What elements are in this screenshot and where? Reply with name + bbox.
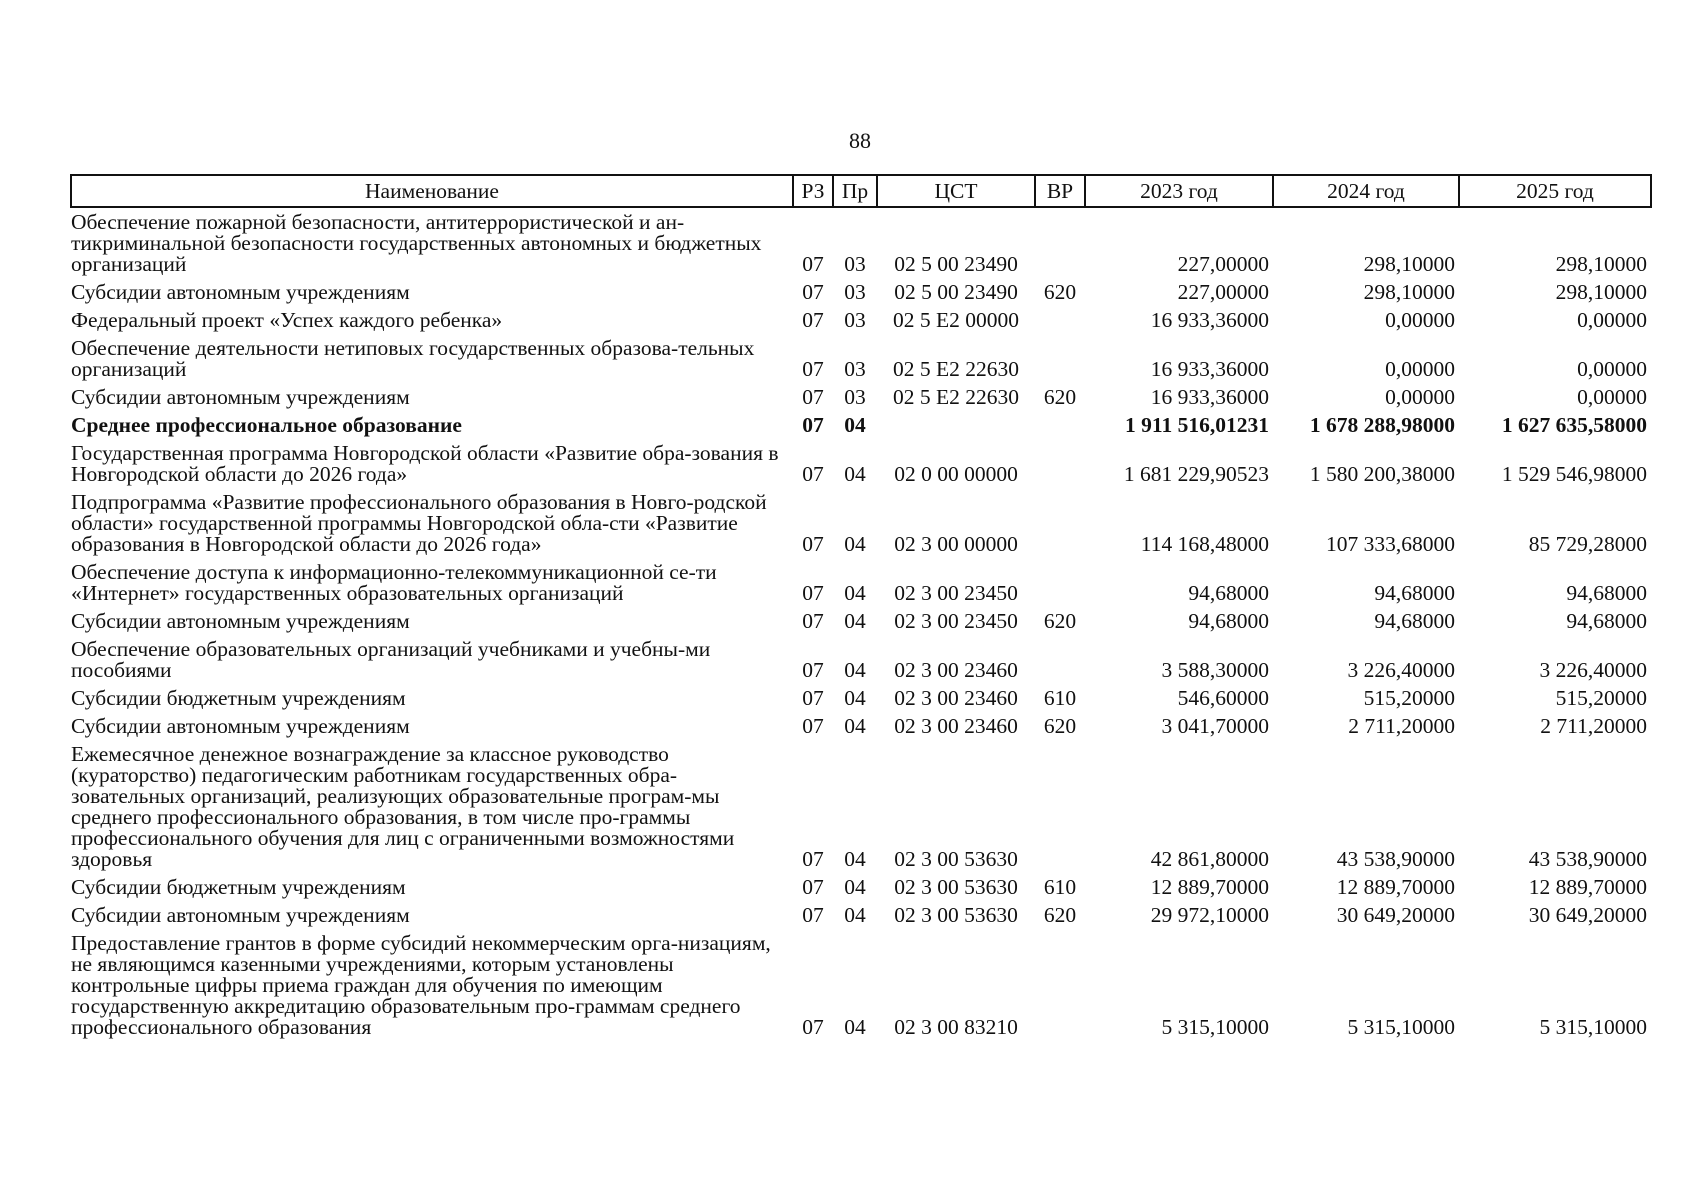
table-header xyxy=(71,175,1651,207)
row-pr: 04 xyxy=(844,658,866,682)
row-value-2023: 42 861,80000 xyxy=(1150,847,1269,871)
row-rz: 07 xyxy=(802,714,824,738)
row-value-2025: 0,00000 xyxy=(1577,385,1647,409)
row-rz: 07 xyxy=(802,1015,824,1039)
table-row xyxy=(71,488,1651,558)
row-cst: 02 3 00 53630 xyxy=(894,875,1018,899)
row-name: Ежемесячное денежное вознаграждение за классное руководство (кураторство) педагогическим работникам государственных обра-зовательных организаций, реализующих образовательные програм-мы среднего профессионального образования, в том числе про-граммы профессионального обучения для лиц с ограниченными возможностями здоровья xyxy=(71,742,735,871)
row-value-2024: 298,10000 xyxy=(1363,280,1455,304)
header-vr: ВР xyxy=(1035,175,1085,207)
row-value-2025: 515,20000 xyxy=(1555,686,1647,710)
row-vr: 620 xyxy=(1043,609,1077,633)
row-value-2025: 298,10000 xyxy=(1555,252,1647,276)
row-value-2025: 85 729,28000 xyxy=(1528,532,1647,556)
row-pr: 03 xyxy=(844,385,866,409)
row-cst xyxy=(877,411,1035,439)
row-value-2024: 94,68000 xyxy=(1374,609,1455,633)
row-value-2024: 3 226,40000 xyxy=(1347,658,1455,682)
row-cst: 02 3 00 23460 xyxy=(894,686,1018,710)
row-cst: 02 5 E2 00000 xyxy=(892,308,1019,332)
table-row xyxy=(71,607,1651,635)
row-name: Государственная программа Новгородской области «Развитие обра-зования в Новгородской области до 2026 года» xyxy=(71,441,779,486)
row-value-2023: 227,00000 xyxy=(1177,280,1269,304)
row-rz: 07 xyxy=(802,357,824,381)
page-number: 88 xyxy=(849,128,871,153)
row-rz: 07 xyxy=(802,280,824,304)
row-vr: 620 xyxy=(1043,280,1077,304)
header-2024: 2024 год xyxy=(1273,175,1459,207)
row-value-2024: 94,68000 xyxy=(1374,581,1455,605)
row-name: Субсидии автономным учреждениям xyxy=(71,385,410,409)
row-name: Субсидии бюджетным учреждениям xyxy=(71,875,406,899)
row-value-2024: 0,00000 xyxy=(1385,385,1455,409)
row-vr xyxy=(1035,207,1085,278)
row-value-2025: 30 649,20000 xyxy=(1528,903,1647,927)
table-row xyxy=(71,278,1651,306)
row-value-2025: 43 538,90000 xyxy=(1528,847,1647,871)
row-rz: 07 xyxy=(802,385,824,409)
row-value-2024: 0,00000 xyxy=(1385,357,1455,381)
row-value-2024: 515,20000 xyxy=(1363,686,1455,710)
row-value-2024: 5 315,10000 xyxy=(1347,1015,1455,1039)
row-cst: 02 3 00 23450 xyxy=(894,609,1018,633)
header-pr: Пр xyxy=(833,175,877,207)
row-value-2024: 43 538,90000 xyxy=(1336,847,1455,871)
row-pr: 04 xyxy=(844,686,866,710)
row-vr: 620 xyxy=(1043,714,1077,738)
row-value-2023: 94,68000 xyxy=(1188,609,1269,633)
row-value-2024: 2 711,20000 xyxy=(1348,714,1455,738)
table-row xyxy=(71,901,1651,929)
row-name: Федеральный проект «Успех каждого ребенка» xyxy=(71,308,503,332)
row-rz: 07 xyxy=(802,308,824,332)
row-name: Обеспечение пожарной безопасности, антитеррористической и ан-тикриминальной безопасности государственных автономных и бюджетных организаций xyxy=(71,210,762,276)
row-value-2023: 3 041,70000 xyxy=(1161,714,1269,738)
row-rz: 07 xyxy=(802,413,824,437)
row-name: Предоставление грантов в форме субсидий некоммерческим орга-низациям, не являющимся казенными учреждениями, которым установлены контрольные цифры приема граждан для обучения по имеющим государственную аккредитацию образовательным про-граммам среднего профессионального образования xyxy=(71,931,771,1039)
budget-table xyxy=(70,174,1652,1041)
row-pr: 04 xyxy=(844,847,866,871)
row-name: Субсидии автономным учреждениям xyxy=(71,609,410,633)
row-value-2025: 94,68000 xyxy=(1566,581,1647,605)
table-row xyxy=(71,684,1651,712)
row-value-2023: 114 168,48000 xyxy=(1140,532,1269,556)
row-vr xyxy=(1035,740,1085,873)
row-vr: 610 xyxy=(1043,875,1077,899)
row-rz: 07 xyxy=(802,581,824,605)
table-row xyxy=(71,383,1651,411)
row-rz: 07 xyxy=(802,903,824,927)
table-row xyxy=(71,929,1651,1041)
header-name: Наименование xyxy=(71,175,793,207)
table-row xyxy=(71,635,1651,684)
row-rz: 07 xyxy=(802,875,824,899)
row-name: Обеспечение доступа к информационно-телекоммуникационной се-ти «Интернет» государственных образовательных организаций xyxy=(71,560,717,605)
row-value-2023: 1 911 516,01231 xyxy=(1125,413,1269,437)
row-cst: 02 3 00 23460 xyxy=(894,658,1018,682)
row-pr: 03 xyxy=(844,280,866,304)
table-row xyxy=(71,439,1651,488)
row-value-2024: 12 889,70000 xyxy=(1336,875,1455,899)
row-value-2023: 94,68000 xyxy=(1188,581,1269,605)
header-rz: РЗ xyxy=(793,175,833,207)
row-pr: 04 xyxy=(844,1015,866,1039)
row-value-2023: 5 315,10000 xyxy=(1161,1015,1269,1039)
table-row xyxy=(71,712,1651,740)
row-name: Субсидии автономным учреждениям xyxy=(71,280,410,304)
row-value-2025: 94,68000 xyxy=(1566,609,1647,633)
row-name: Субсидии автономным учреждениям xyxy=(71,903,410,927)
row-value-2025: 3 226,40000 xyxy=(1539,658,1647,682)
row-pr: 03 xyxy=(844,252,866,276)
table-row xyxy=(71,334,1651,383)
row-value-2023: 16 933,36000 xyxy=(1150,385,1269,409)
table-row xyxy=(71,740,1651,873)
row-value-2023: 29 972,10000 xyxy=(1150,903,1269,927)
row-value-2023: 16 933,36000 xyxy=(1150,357,1269,381)
table-row xyxy=(71,411,1651,439)
row-cst: 02 5 E2 22630 xyxy=(892,357,1019,381)
row-pr: 03 xyxy=(844,357,866,381)
row-vr xyxy=(1035,929,1085,1041)
row-value-2025: 0,00000 xyxy=(1577,357,1647,381)
row-vr xyxy=(1035,635,1085,684)
row-vr xyxy=(1035,411,1085,439)
row-cst: 02 3 00 23460 xyxy=(894,714,1018,738)
row-value-2025: 1 529 546,98000 xyxy=(1501,462,1647,486)
row-pr: 04 xyxy=(844,609,866,633)
row-value-2025: 1 627 635,58000 xyxy=(1501,413,1647,437)
row-cst: 02 0 00 00000 xyxy=(894,462,1018,486)
table-row xyxy=(71,207,1651,278)
row-rz: 07 xyxy=(802,532,824,556)
row-value-2024: 0,00000 xyxy=(1385,308,1455,332)
row-cst: 02 3 00 53630 xyxy=(894,847,1018,871)
table-row xyxy=(71,873,1651,901)
row-value-2023: 546,60000 xyxy=(1177,686,1269,710)
row-rz: 07 xyxy=(802,609,824,633)
row-pr: 04 xyxy=(844,462,866,486)
row-value-2024: 107 333,68000 xyxy=(1326,532,1455,556)
row-rz: 07 xyxy=(802,686,824,710)
row-cst: 02 5 E2 22630 xyxy=(892,385,1019,409)
row-value-2025: 2 711,20000 xyxy=(1540,714,1647,738)
row-pr: 04 xyxy=(844,532,866,556)
row-value-2024: 298,10000 xyxy=(1363,252,1455,276)
row-cst: 02 3 00 53630 xyxy=(894,903,1018,927)
row-value-2023: 3 588,30000 xyxy=(1161,658,1269,682)
row-pr: 04 xyxy=(844,903,866,927)
row-cst: 02 3 00 83210 xyxy=(894,1015,1018,1039)
table-body xyxy=(71,207,1651,1041)
row-value-2024: 1 580 200,38000 xyxy=(1309,462,1455,486)
row-vr: 610 xyxy=(1043,686,1077,710)
table-row xyxy=(71,306,1651,334)
row-vr xyxy=(1035,439,1085,488)
row-vr: 620 xyxy=(1043,385,1077,409)
row-cst: 02 5 00 23490 xyxy=(894,252,1018,276)
row-value-2024: 30 649,20000 xyxy=(1336,903,1455,927)
row-name: Обеспечение образовательных организаций учебниками и учебны-ми пособиями xyxy=(71,637,711,682)
row-vr xyxy=(1035,306,1085,334)
row-vr xyxy=(1035,334,1085,383)
row-rz: 07 xyxy=(802,658,824,682)
row-cst: 02 3 00 00000 xyxy=(894,532,1018,556)
row-pr: 04 xyxy=(844,413,866,437)
row-value-2023: 12 889,70000 xyxy=(1150,875,1269,899)
row-name: Обеспечение деятельности нетиповых государственных образова-тельных организаций xyxy=(71,336,755,381)
row-name: Подпрограмма «Развитие профессионального образования в Новго-родской области» государственной программы Новгородской обла-сти «Развитие образования в Новгородской области до 2026 года» xyxy=(71,490,767,556)
row-value-2025: 12 889,70000 xyxy=(1528,875,1647,899)
row-value-2023: 1 681 229,90523 xyxy=(1123,462,1269,486)
table-row xyxy=(71,558,1651,607)
row-rz: 07 xyxy=(802,847,824,871)
row-name: Среднее профессиональное образование xyxy=(71,413,462,437)
header-2025: 2025 год xyxy=(1459,175,1651,207)
row-rz: 07 xyxy=(802,252,824,276)
header-row xyxy=(71,175,1651,207)
row-cst: 02 3 00 23450 xyxy=(894,581,1018,605)
row-name: Субсидии бюджетным учреждениям xyxy=(71,686,406,710)
row-value-2025: 0,00000 xyxy=(1577,308,1647,332)
row-value-2025: 5 315,10000 xyxy=(1539,1015,1647,1039)
row-pr: 03 xyxy=(844,308,866,332)
row-name: Субсидии автономным учреждениям xyxy=(71,714,410,738)
row-vr: 620 xyxy=(1043,903,1077,927)
header-cst: ЦСТ xyxy=(877,175,1035,207)
row-value-2025: 298,10000 xyxy=(1555,280,1647,304)
row-vr xyxy=(1035,558,1085,607)
row-pr: 04 xyxy=(844,714,866,738)
row-vr xyxy=(1035,488,1085,558)
row-pr: 04 xyxy=(844,581,866,605)
row-value-2023: 227,00000 xyxy=(1177,252,1269,276)
row-value-2023: 16 933,36000 xyxy=(1150,308,1269,332)
row-pr: 04 xyxy=(844,875,866,899)
row-rz: 07 xyxy=(802,462,824,486)
header-2023: 2023 год xyxy=(1085,175,1273,207)
row-value-2024: 1 678 288,98000 xyxy=(1309,413,1455,437)
row-cst: 02 5 00 23490 xyxy=(894,280,1018,304)
